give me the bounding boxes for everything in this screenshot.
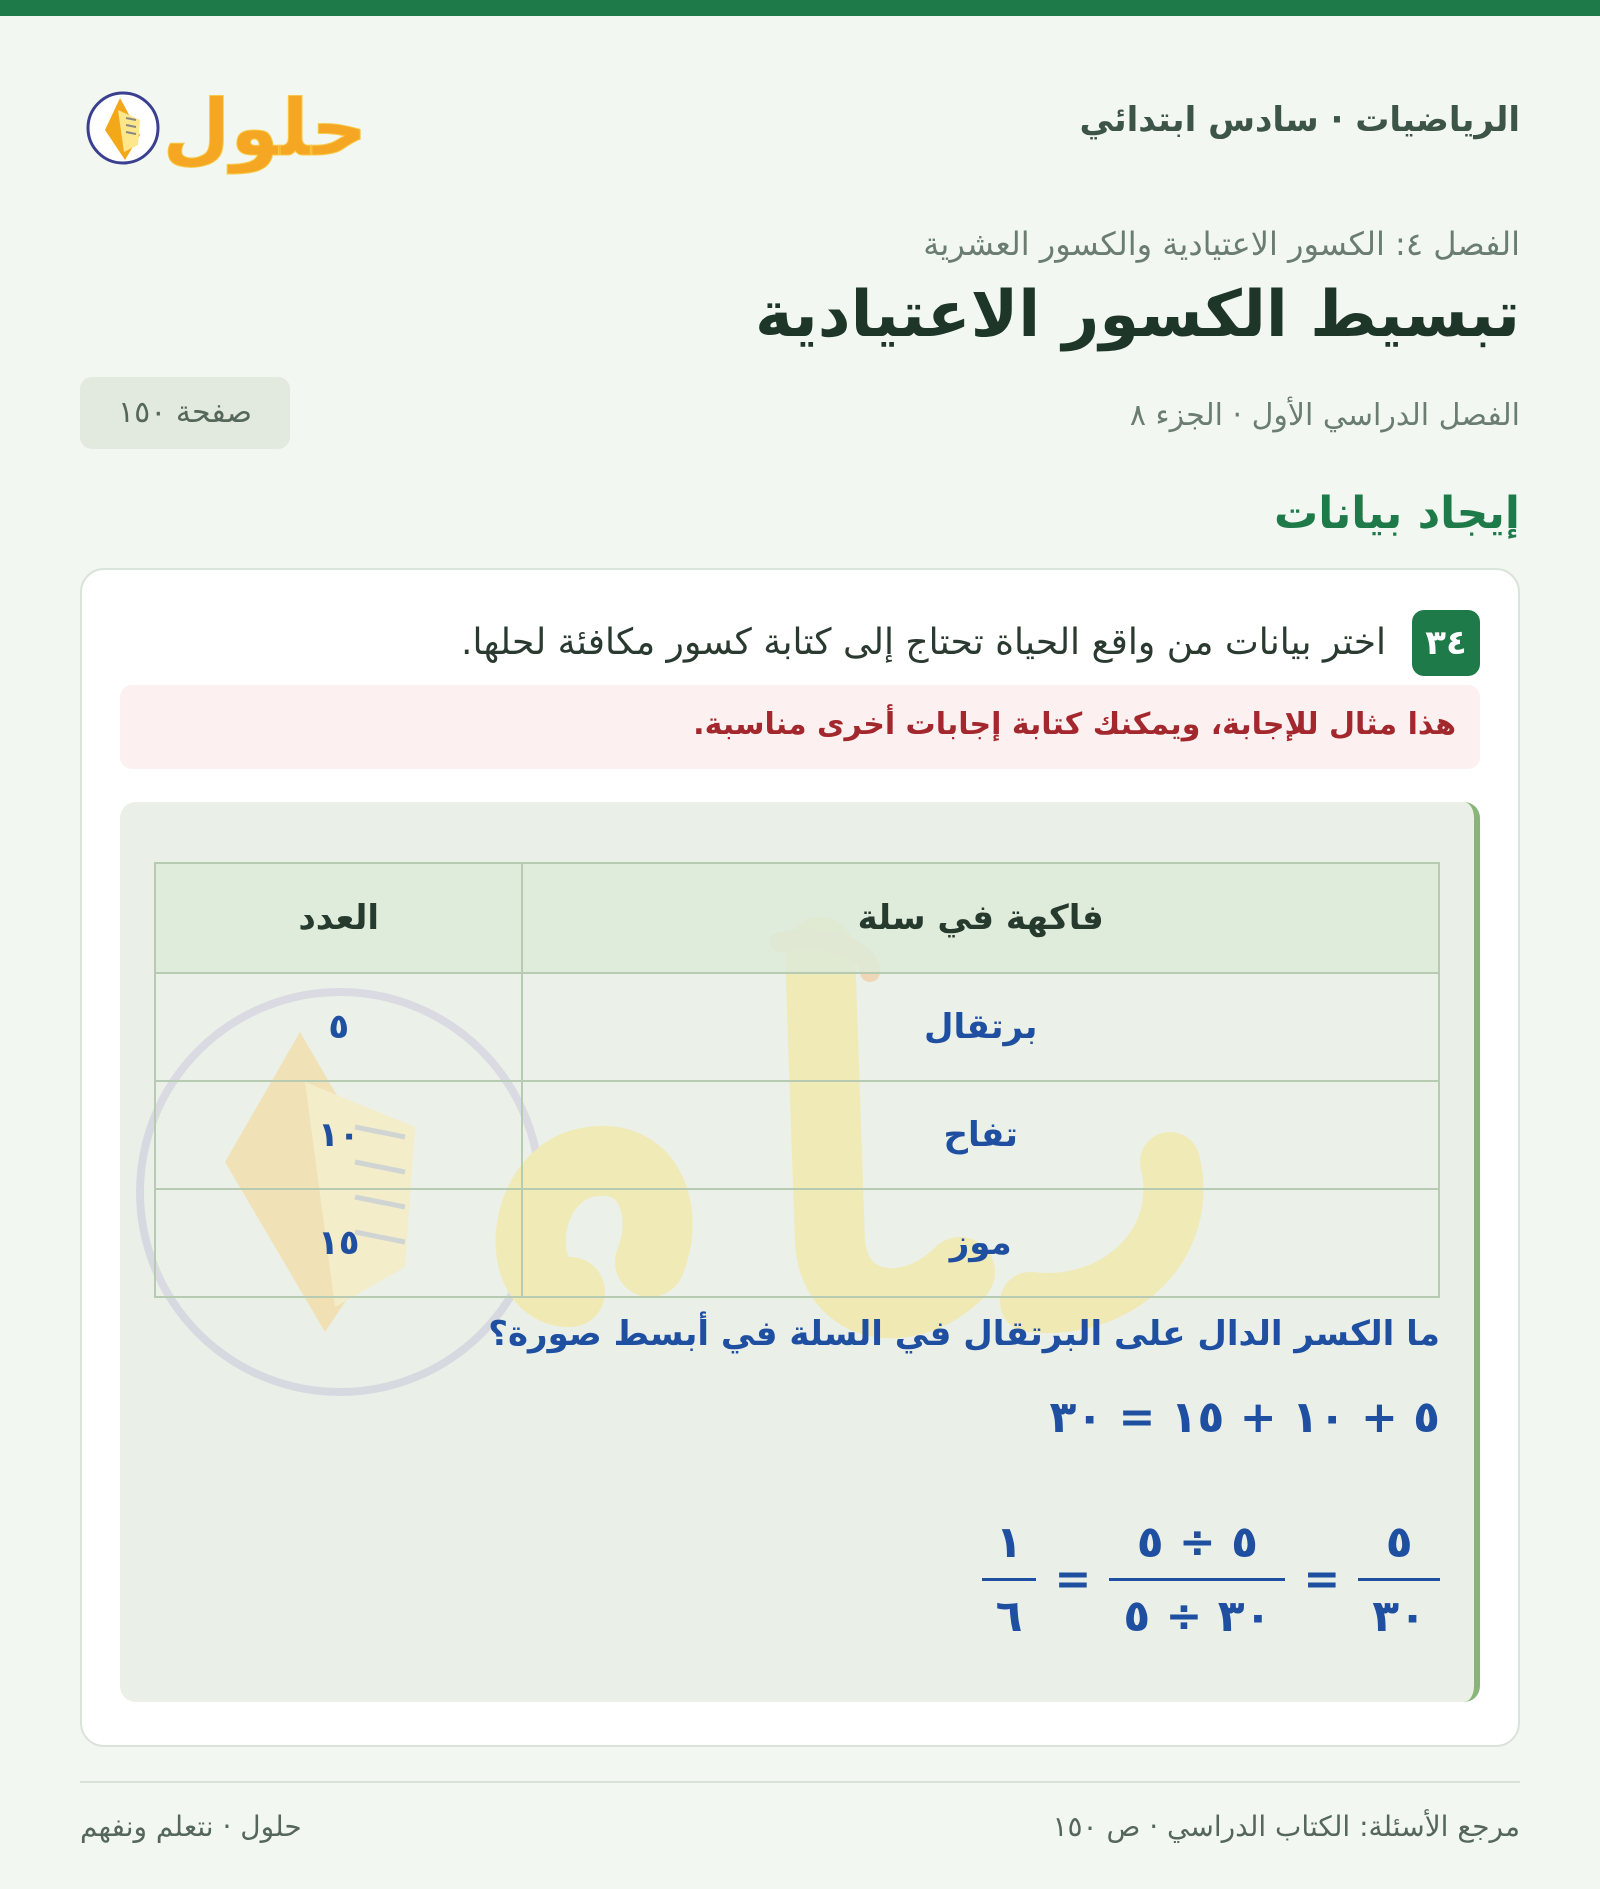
equals-sign: = (1054, 1553, 1092, 1605)
semester-label: الفصل الدراسي الأول · الجزء ٨ (1129, 398, 1520, 433)
lesson-title: تبسيط الكسور الاعتيادية (754, 278, 1520, 352)
answer-box (120, 802, 1480, 1702)
table-header-count: العدد (155, 863, 522, 973)
table-row (155, 973, 1439, 1081)
top-accent-bar (0, 0, 1600, 16)
page-header (80, 60, 1520, 190)
fraction-simplification (982, 1514, 1440, 1644)
question-number-badge: ٣٤ (1412, 610, 1480, 676)
fraction-original (1358, 1517, 1440, 1642)
subject-label: الرياضيات · سادس ابتدائي (1079, 100, 1520, 140)
fruit-data-table (154, 862, 1440, 1298)
fraction-numerator: ٥ ÷ ٥ (1136, 1516, 1258, 1568)
footer-divider (80, 1781, 1520, 1783)
fraction-division-step (1109, 1517, 1285, 1642)
hulul-logo[interactable] (80, 60, 370, 190)
fraction-simplest (982, 1517, 1037, 1642)
table-header-fruit: فاكهة في سلة (522, 863, 1439, 973)
equals-sign: = (1303, 1553, 1341, 1605)
table-row (155, 1189, 1439, 1297)
table-cell-count: ١٥ (155, 1189, 522, 1297)
fraction-numerator: ١ (995, 1516, 1023, 1568)
table-row (155, 1081, 1439, 1189)
svg-text:حلول: حلول (162, 84, 368, 174)
table-cell-fruit: تفاح (522, 1081, 1439, 1189)
section-title: إيجاد بيانات (1274, 488, 1520, 539)
footer-brand: حلول · نتعلم ونفهم (80, 1810, 302, 1843)
table-cell-count: ٥ (155, 973, 522, 1081)
fraction-denominator: ٣٠ ÷ ٥ (1123, 1590, 1272, 1642)
question-text: اختر بيانات من واقع الحياة تحتاج إلى كتابة كسور مكافئة لحلها. (461, 622, 1386, 663)
answer-note-box (120, 685, 1480, 769)
sub-question-text: ما الكسر الدال على البرتقال في السلة في أبسط صورة؟ (488, 1314, 1440, 1354)
fraction-denominator: ٣٠ (1372, 1590, 1426, 1642)
table-cell-fruit: موز (522, 1189, 1439, 1297)
fraction-denominator: ٦ (995, 1590, 1023, 1642)
table-cell-fruit: برتقال (522, 973, 1439, 1081)
question-card (80, 568, 1520, 1747)
table-header-row (155, 863, 1439, 973)
sum-equation: ٥ + ١٠ + ١٥ = ٣٠ (1049, 1392, 1440, 1443)
answer-note-text: هذا مثال للإجابة، ويمكنك كتابة إجابات أخرى مناسبة. (693, 707, 1456, 742)
fraction-numerator: ٥ (1385, 1516, 1413, 1568)
footer-reference: مرجع الأسئلة: الكتاب الدراسي · ص ١٥٠ (1052, 1810, 1520, 1843)
page-number-badge: صفحة ١٥٠ (80, 377, 290, 449)
table-cell-count: ١٠ (155, 1081, 522, 1189)
chapter-label: الفصل ٤: الكسور الاعتيادية والكسور العشرية (923, 225, 1520, 263)
